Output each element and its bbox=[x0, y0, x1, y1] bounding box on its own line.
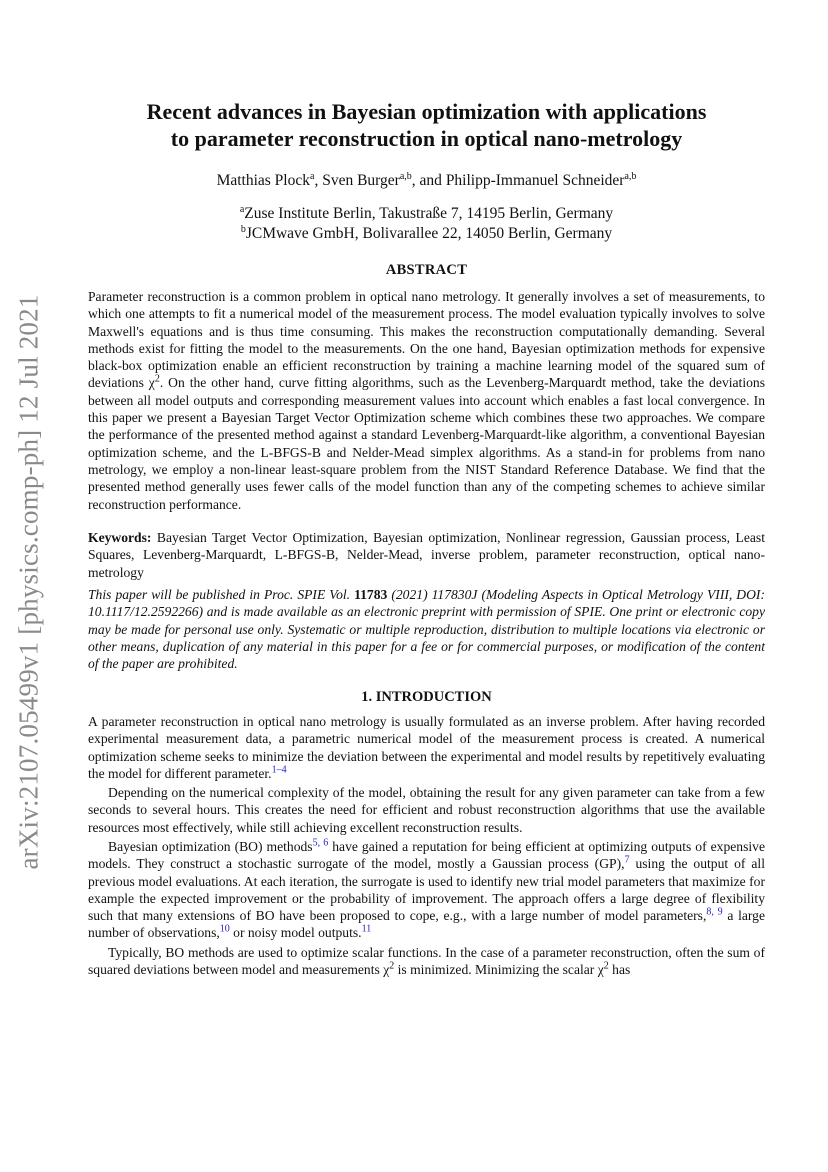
affiliation-line bbox=[88, 205, 765, 223]
paragraph-text: has bbox=[608, 962, 631, 978]
citation-link[interactable]: 8, 9 bbox=[706, 906, 723, 918]
arxiv-identifier: arXiv:2107.05499v1 [physics.comp-ph] 12 Jul 2021 bbox=[13, 294, 44, 870]
abstract-text: . On the other hand, curve fitting algorithms, such as the Levenberg-Marquardt method, take the deviations between all model outputs and corresponding measurement values into account which enables a fast local convergence. In this paper we present a Bayesian Target Vector Optimization scheme which combines these two approaches. We compare the performance of the presented method against a standard Levenberg-Marquardt-like algorithm, a conventional Bayesian optimization scheme, and the L-BFGS-B and Nelder-Mead simplex algorithms. As a stand-in for problems from nano metrology, we employ a non-linear least-square problem from the NIST Standard Reference Database. We find that the presented method generally uses fewer calls of the model function than any of the competing schemes to achieve similar reconstruction performance. bbox=[88, 375, 765, 512]
volume-number: 11783 bbox=[354, 587, 388, 602]
abstract-text: Parameter reconstruction is a common problem in optical nano metrology. It generally involves a set of measurements, to which one attempts to fit a numerical model of the measurement process. The model evaluation typically involves to solve Maxwell's equations and is thus time consuming. This makes the reconstruction computationally demanding. Several methods exist for fitting the model to the measurements. On the one hand, Bayesian optimization methods for expensive black-box optimization enable an efficient reconstruction by training a machine learning model of the squared sum of deviations χ bbox=[88, 289, 765, 391]
author-affiliation-mark: a bbox=[310, 170, 315, 182]
copyright-notice bbox=[88, 586, 765, 672]
affiliation-mark: b bbox=[240, 223, 246, 235]
abstract-heading: ABSTRACT bbox=[385, 262, 468, 278]
citation-link[interactable]: 7 bbox=[624, 854, 630, 866]
paragraph-text: A parameter reconstruction in optical nano metrology is usually formulated as an inverse problem. After having recorded experimental measurement data, a parametric numerical model of the measurement process is created. A numerical optimization scheme seeks to minimize the deviation between the experimental and model results by repetitively evaluating the model for different parameter. bbox=[88, 714, 765, 781]
author-name: Matthias Plock bbox=[216, 172, 310, 189]
paragraph-text: a large number of observations, bbox=[88, 908, 765, 941]
author-affiliation-mark: a,b bbox=[624, 170, 637, 182]
title-line-2: to parameter reconstruction in optical nano-metrology bbox=[170, 126, 683, 151]
author-name: Philipp-Immanuel Schneider bbox=[445, 172, 625, 189]
paragraph-text: have gained a reputation for being efficient at optimizing outputs of expensive models. They construct a stochastic surrogate of the model, mostly a Gaussian process (GP), bbox=[88, 839, 765, 872]
keywords-label: Keywords: bbox=[88, 530, 152, 545]
author-name: Sven Burger bbox=[322, 172, 400, 189]
citation-link[interactable]: 11 bbox=[361, 923, 372, 935]
intro-paragraph bbox=[88, 944, 765, 979]
superscript: 2 bbox=[154, 373, 160, 385]
notice-text: This paper will be published in Proc. SPIE Vol. bbox=[88, 587, 351, 602]
affiliation-mark: a bbox=[239, 203, 245, 215]
citation-link[interactable]: 10 bbox=[219, 923, 230, 935]
intro-paragraph bbox=[88, 713, 765, 782]
intro-paragraph bbox=[88, 838, 765, 942]
intro-paragraph: Depending on the numerical complexity of the model, obtaining the result for any given parameter can take from a few seconds to several hours. This creates the need for efficient and robust reconstruction algorithms that use the available resources most effectively, while still achieving excellent reconstruction results. bbox=[88, 785, 765, 835]
keywords-block bbox=[88, 529, 765, 581]
paragraph-text: Bayesian optimization (BO) methods bbox=[108, 839, 313, 854]
superscript: 2 bbox=[603, 960, 609, 972]
keywords-text: Bayesian Target Vector Optimization, Bayesian optimization, Nonlinear regression, Gaussian process, Least Squares, Levenberg-Marquardt, L-BFGS-B, Nelder-Mead, inverse problem, parameter reconstruction, optical nano-metrology bbox=[88, 530, 765, 580]
abstract-body bbox=[88, 288, 765, 513]
arxiv-sidebar-stamp bbox=[8, 272, 50, 892]
author-separator: , bbox=[314, 172, 323, 189]
affiliation-text: Zuse Institute Berlin, Takustraße 7, 14195 Berlin, Germany bbox=[244, 205, 614, 222]
title-line-1: Recent advances in Bayesian optimization with applications bbox=[146, 99, 707, 124]
notice-text: (2021) 117830J (Modeling Aspects in Optical Metrology VIII, DOI: 10.1117/12.2592266) and is made available as an electronic preprint with permission of SPIE. One print or electronic copy may be made for personal use only. Systematic or multiple reproduction, distribution to multiple locations via electronic or other means, duplication of any material in this paper for a fee or for commercial purposes, or modification of the content of the paper are prohibited. bbox=[88, 587, 765, 672]
affiliation-text: JCMwave GmbH, Bolivarallee 22, 14050 Berlin, Germany bbox=[245, 225, 613, 242]
author-list bbox=[88, 172, 765, 190]
citation-link[interactable]: 5, 6 bbox=[312, 837, 329, 849]
paragraph-text: Typically, BO methods are used to optimize scalar functions. In the case of a parameter reconstruction, often the sum of squared deviations between model and measurements χ bbox=[88, 945, 765, 978]
section-heading-introduction: 1. INTRODUCTION bbox=[361, 689, 492, 705]
paragraph-text: is minimized. Minimizing the scalar χ bbox=[394, 962, 604, 978]
superscript: 2 bbox=[389, 960, 395, 972]
author-separator: , and bbox=[411, 172, 446, 189]
affiliation-line bbox=[88, 225, 765, 243]
paper-title bbox=[88, 98, 765, 152]
citation-link[interactable]: 1–4 bbox=[271, 764, 287, 776]
paragraph-text: using the output of all previous model evaluations. At each iteration, the surrogate is used to identify new trial model parameters that maximize for example the expected improvement or the probability of improvement. The approach offers a large degree of flexibility such that many extensions of BO have been proposed to cope, e.g., with a large number of model parameters, bbox=[88, 856, 765, 924]
paragraph-text: or noisy model outputs. bbox=[229, 925, 362, 941]
author-affiliation-mark: a,b bbox=[399, 170, 412, 182]
